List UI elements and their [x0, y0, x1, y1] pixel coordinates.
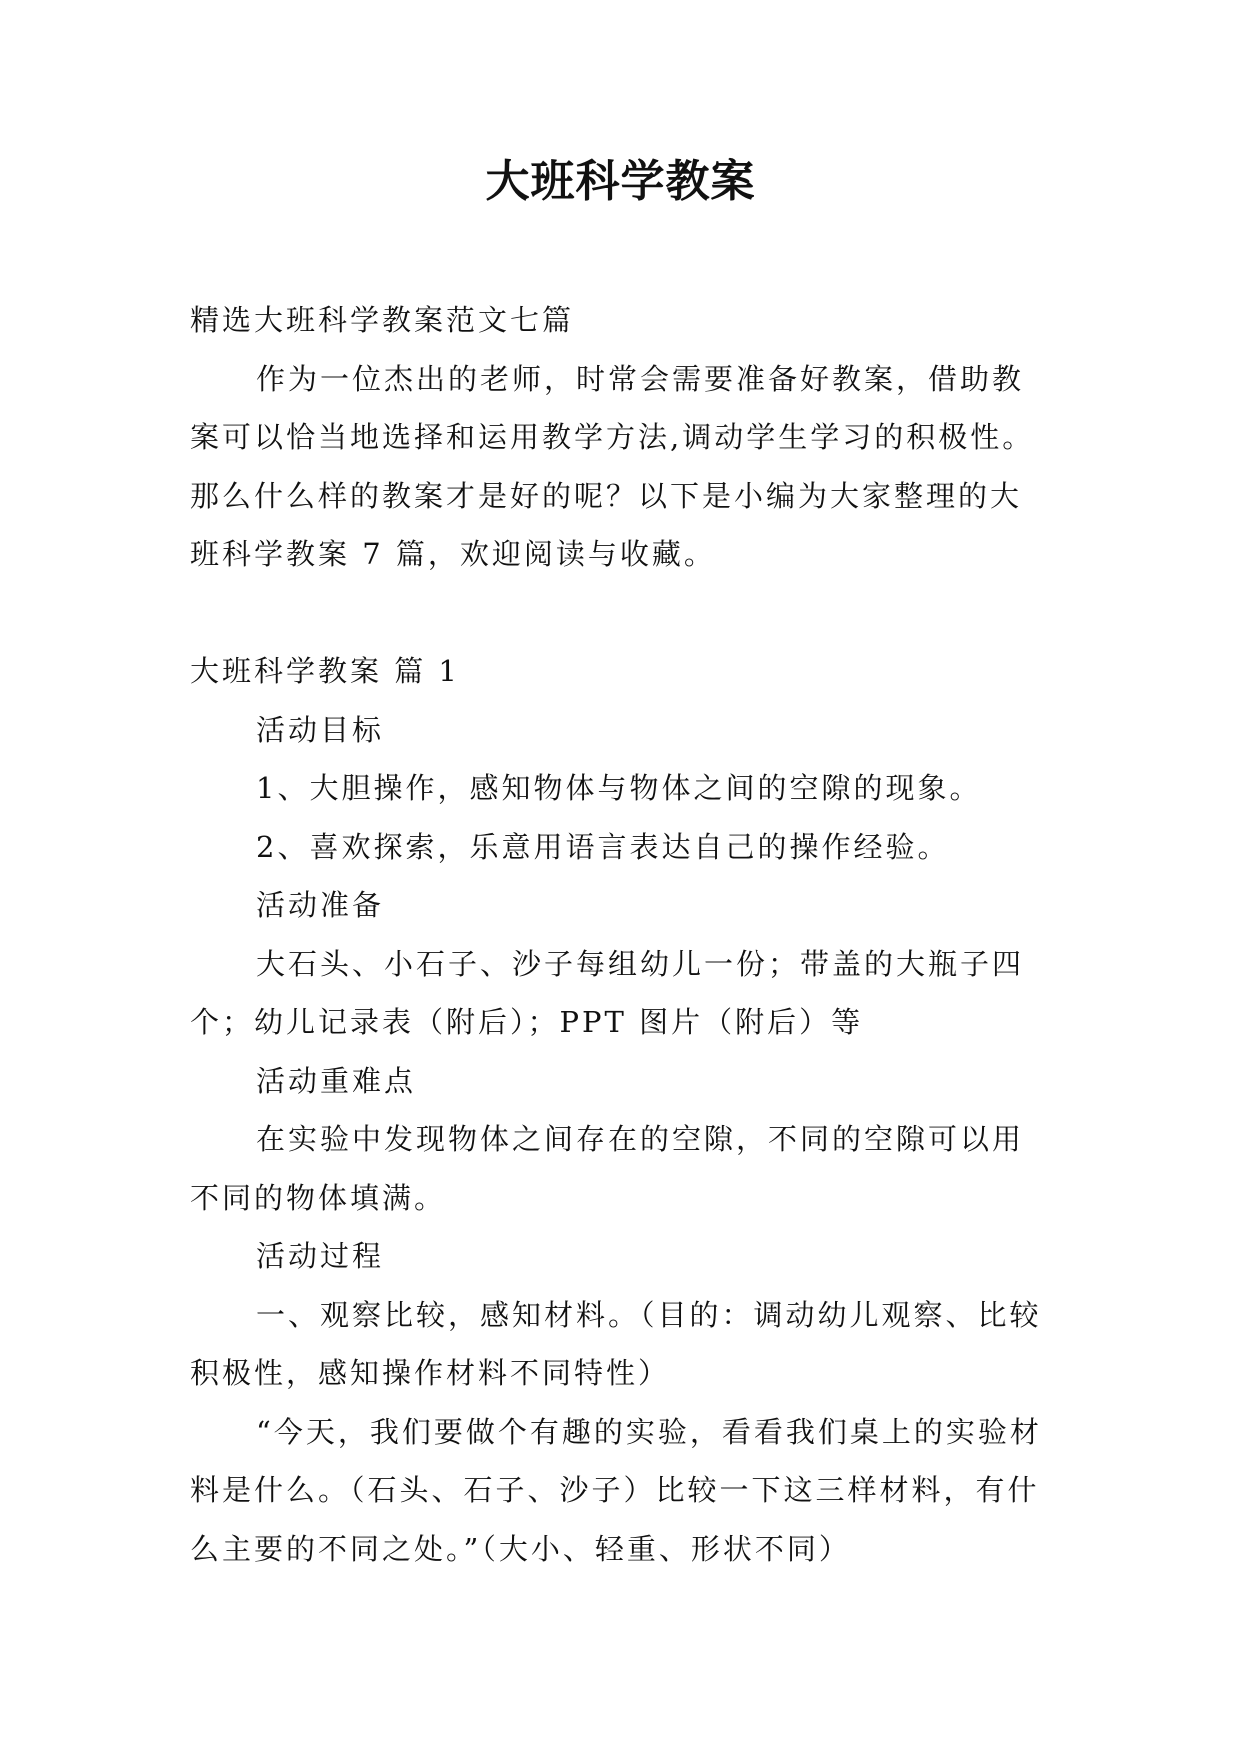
paragraph-gap: [190, 584, 1052, 643]
difficulties-paragraph: 在实验中发现物体之间存在的空隙，不同的空隙可以用不同的物体填满。: [190, 1122, 1025, 1215]
document-body: [190, 291, 1052, 1578]
process-quote-paragraph: “今天，我们要做个有趣的实验，看看我们桌上的实验材料是什么。（石头、石子、沙子）比较一下这三样材料，有什么主要的不同之处。”（大小、轻重、形状不同）: [190, 1414, 1042, 1566]
subtitle: 精选大班科学教案范文七篇: [190, 303, 575, 337]
process-step-1: 一、观察比较，感知材料。（目的：调动幼儿观察、比较积极性，感知操作材料不同特性）: [190, 1297, 1042, 1390]
heading-key-difficulties: 活动重难点: [256, 1063, 417, 1098]
goal-item-2: 2、喜欢探索，乐意用语言表达自己的操作经验。: [256, 829, 950, 864]
goal-item-1: 1、大胆操作，感知物体与物体之间的空隙的现象。: [256, 771, 982, 805]
heading-activity-goals: 活动目标: [256, 712, 385, 747]
page-title: 大班科学教案: [485, 156, 756, 207]
heading-activity-preparation: 活动准备: [256, 888, 385, 922]
intro-paragraph: 作为一位杰出的老师，时常会需要准备好教案，借助教案可以恰当地选择和运用教学方法,调动学生学习的积极性。那么什么样的教案才是好的呢？以下是小编为大家整理的大班科学教案 7 篇，欢迎阅读与收藏。: [190, 361, 1035, 571]
preparation-paragraph: 大石头、小石子、沙子每组幼儿一份；带盖的大瓶子四个；幼儿记录表（附后）；PPT 图片（附后）等: [190, 946, 1025, 1039]
heading-activity-process: 活动过程: [256, 1239, 385, 1273]
section-heading: 大班科学教案 篇 1: [190, 654, 460, 688]
